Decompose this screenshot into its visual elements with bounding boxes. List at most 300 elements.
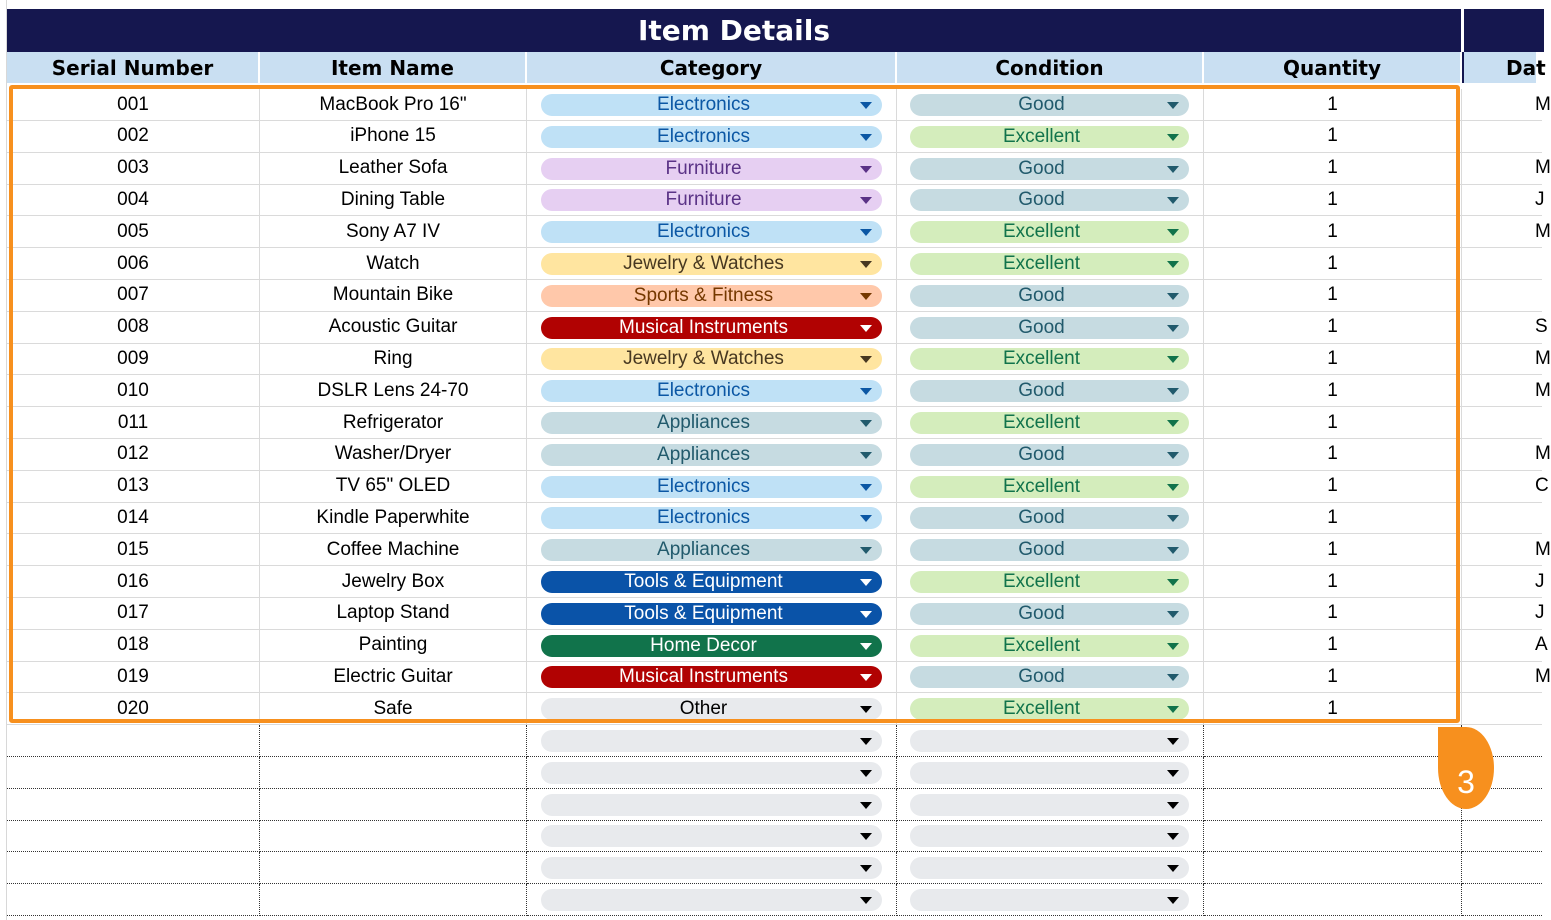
date-cell-partial[interactable]: M: [1462, 375, 1542, 407]
category-dropdown-label: Appliances: [657, 443, 750, 465]
quantity-cell[interactable]: 1: [1204, 534, 1462, 566]
dropdown-arrow-icon: [1167, 356, 1179, 363]
date-cell-partial[interactable]: [1462, 884, 1542, 916]
item-name-cell[interactable]: Laptop Stand: [260, 598, 527, 630]
table-row: [7, 566, 1545, 598]
section-title: Item Details: [7, 9, 1461, 52]
condition-dropdown-label: Good: [1018, 539, 1065, 561]
category-cell[interactable]: [527, 312, 897, 344]
dropdown-arrow-icon: [1167, 229, 1179, 236]
date-cell-partial[interactable]: [1462, 820, 1542, 852]
table-row: [7, 534, 1551, 566]
condition-dropdown-label: Excellent: [1002, 571, 1081, 592]
item-name-cell[interactable]: Painting: [260, 630, 527, 662]
date-cell-partial[interactable]: [1462, 407, 1542, 439]
date-cell-partial[interactable]: [1462, 280, 1542, 312]
item-name-cell[interactable]: Safe: [260, 693, 527, 725]
condition-dropdown[interactable]: [910, 857, 1189, 879]
dropdown-arrow-icon: [860, 865, 872, 872]
serial-cell[interactable]: 009: [7, 343, 260, 375]
condition-cell[interactable]: [897, 89, 1204, 121]
item-name-cell[interactable]: iPhone 15: [260, 121, 527, 153]
dropdown-arrow-icon: [1167, 738, 1179, 745]
item-name-cell[interactable]: [260, 820, 527, 852]
condition-cell[interactable]: [897, 184, 1204, 216]
category-cell[interactable]: [527, 502, 897, 534]
date-cell-partial[interactable]: S: [1462, 312, 1542, 344]
condition-cell[interactable]: [897, 693, 1204, 725]
category-cell[interactable]: [527, 375, 897, 407]
quantity-cell[interactable]: 1: [1204, 693, 1462, 725]
condition-dropdown[interactable]: [910, 412, 1189, 434]
condition-dropdown-label: Excellent: [1002, 125, 1081, 147]
category-cell[interactable]: [527, 789, 897, 821]
serial-cell[interactable]: 019: [7, 661, 260, 693]
condition-dropdown[interactable]: [910, 285, 1189, 307]
quantity-cell[interactable]: [1204, 884, 1462, 916]
date-cell-partial[interactable]: J: [1462, 566, 1542, 598]
category-dropdown[interactable]: [541, 603, 882, 625]
condition-dropdown[interactable]: [910, 507, 1189, 529]
category-dropdown[interactable]: [541, 253, 882, 275]
condition-dropdown[interactable]: [910, 666, 1189, 688]
category-dropdown-label: Electronics: [657, 94, 750, 115]
quantity-cell[interactable]: 1: [1204, 216, 1462, 248]
item-name-cell[interactable]: [260, 884, 527, 916]
table-row: [7, 598, 1545, 630]
dropdown-arrow-icon: [1167, 102, 1179, 109]
dropdown-arrow-icon: [860, 770, 872, 777]
dropdown-arrow-icon: [860, 802, 872, 809]
item-name-cell[interactable]: Mountain Bike: [260, 280, 527, 312]
condition-cell[interactable]: [897, 343, 1204, 375]
quantity-cell[interactable]: 1: [1204, 121, 1462, 153]
condition-cell[interactable]: [897, 884, 1204, 916]
category-dropdown-label: Electronics: [657, 475, 750, 497]
condition-cell[interactable]: [897, 598, 1204, 630]
condition-dropdown-label: Excellent: [1002, 348, 1081, 370]
empty-row: [7, 852, 1536, 884]
dropdown-arrow-icon: [1167, 802, 1179, 809]
category-dropdown[interactable]: [541, 444, 882, 466]
serial-cell[interactable]: 011: [7, 407, 260, 439]
condition-cell[interactable]: [897, 566, 1204, 598]
condition-dropdown[interactable]: [910, 444, 1189, 466]
condition-cell[interactable]: [897, 121, 1204, 153]
condition-dropdown[interactable]: [910, 571, 1189, 593]
dropdown-arrow-icon: [860, 325, 872, 332]
condition-dropdown-label: Good: [1018, 189, 1065, 211]
dropdown-arrow-icon: [860, 515, 872, 522]
condition-dropdown-label: Excellent: [1002, 475, 1081, 497]
quantity-cell[interactable]: 1: [1204, 312, 1462, 344]
row-gutter: [0, 0, 7, 920]
date-cell-partial[interactable]: M: [1462, 534, 1542, 566]
date-cell-partial[interactable]: M: [1462, 89, 1542, 121]
item-name-cell[interactable]: Leather Sofa: [260, 153, 527, 185]
condition-dropdown-label: Good: [1018, 443, 1065, 465]
category-dropdown-label: Electronics: [657, 125, 750, 147]
date-cell-partial[interactable]: C: [1462, 471, 1542, 503]
dropdown-arrow-icon: [1167, 833, 1179, 840]
dropdown-arrow-icon: [1167, 325, 1179, 332]
category-dropdown[interactable]: [541, 412, 882, 434]
table-row: [7, 280, 1536, 312]
serial-cell[interactable]: 013: [7, 471, 260, 503]
dropdown-arrow-icon: [1167, 388, 1179, 395]
quantity-cell[interactable]: 1: [1204, 566, 1462, 598]
condition-dropdown[interactable]: [910, 94, 1189, 116]
category-dropdown[interactable]: [541, 794, 882, 816]
quantity-cell[interactable]: 1: [1204, 248, 1462, 280]
condition-cell[interactable]: [897, 153, 1204, 185]
item-name-cell[interactable]: Washer/Dryer: [260, 439, 527, 471]
condition-dropdown[interactable]: [910, 698, 1189, 720]
dropdown-arrow-icon: [1167, 643, 1179, 650]
serial-cell[interactable]: 018: [7, 630, 260, 662]
serial-cell[interactable]: 003: [7, 153, 260, 185]
dropdown-arrow-icon: [860, 674, 872, 681]
table-row: [7, 89, 1551, 121]
serial-cell[interactable]: 002: [7, 121, 260, 153]
date-cell-partial[interactable]: M: [1462, 661, 1542, 693]
category-dropdown-label: Musical Instruments: [619, 316, 788, 338]
category-cell[interactable]: [527, 343, 897, 375]
quantity-cell[interactable]: 1: [1204, 89, 1462, 121]
serial-cell[interactable]: 001: [7, 89, 260, 121]
dropdown-arrow-icon: [1167, 484, 1179, 491]
table-row: [7, 407, 1536, 439]
table-row: [7, 502, 1536, 534]
serial-cell[interactable]: 020: [7, 693, 260, 725]
item-name-cell[interactable]: [260, 725, 527, 757]
condition-dropdown-label: Good: [1018, 380, 1065, 402]
condition-cell[interactable]: [897, 248, 1204, 280]
condition-dropdown-label: Excellent: [1002, 698, 1081, 720]
category-cell[interactable]: [527, 248, 897, 280]
serial-cell[interactable]: [7, 789, 260, 821]
serial-cell[interactable]: 010: [7, 375, 260, 407]
date-cell-partial[interactable]: [1462, 852, 1542, 884]
dropdown-arrow-icon: [1167, 611, 1179, 618]
category-cell[interactable]: [527, 630, 897, 662]
condition-cell[interactable]: [897, 439, 1204, 471]
date-cell-partial[interactable]: M: [1462, 343, 1542, 375]
condition-dropdown[interactable]: [910, 221, 1189, 243]
category-cell[interactable]: [527, 407, 897, 439]
condition-dropdown-label: Good: [1018, 284, 1065, 306]
category-dropdown[interactable]: [541, 380, 882, 402]
dropdown-arrow-icon: [1167, 293, 1179, 300]
empty-row: [7, 820, 1536, 852]
category-cell[interactable]: [527, 471, 897, 503]
condition-cell[interactable]: [897, 312, 1204, 344]
date-cell-partial[interactable]: [1462, 248, 1542, 280]
dropdown-arrow-icon: [1167, 420, 1179, 427]
category-dropdown[interactable]: [541, 507, 882, 529]
dropdown-arrow-icon: [860, 547, 872, 554]
category-cell[interactable]: [527, 121, 897, 153]
condition-cell[interactable]: [897, 280, 1204, 312]
serial-cell[interactable]: [7, 757, 260, 789]
category-cell[interactable]: [527, 757, 897, 789]
serial-cell[interactable]: 008: [7, 312, 260, 344]
dropdown-arrow-icon: [1167, 865, 1179, 872]
category-dropdown-label: Jewelry & Watches: [623, 348, 784, 370]
category-dropdown[interactable]: [541, 221, 882, 243]
dropdown-arrow-icon: [1167, 452, 1179, 459]
dropdown-arrow-icon: [1167, 706, 1179, 713]
item-name-cell[interactable]: Dining Table: [260, 184, 527, 216]
category-dropdown[interactable]: [541, 158, 882, 180]
category-dropdown[interactable]: [541, 476, 882, 498]
category-dropdown[interactable]: [541, 571, 882, 593]
header-quantity[interactable]: Quantity: [1204, 52, 1462, 83]
condition-cell[interactable]: [897, 852, 1204, 884]
category-dropdown-label: Tools & Equipment: [624, 571, 783, 592]
condition-cell[interactable]: [897, 630, 1204, 662]
dropdown-arrow-icon: [860, 738, 872, 745]
condition-dropdown[interactable]: [910, 380, 1189, 402]
category-dropdown[interactable]: [541, 317, 882, 339]
dropdown-arrow-icon: [1167, 261, 1179, 268]
date-cell-partial[interactable]: J: [1462, 184, 1542, 216]
category-dropdown-label: Furniture: [665, 157, 742, 179]
dropdown-arrow-icon: [1167, 515, 1179, 522]
category-dropdown-label: Other: [679, 698, 728, 720]
condition-cell[interactable]: [897, 820, 1204, 852]
dropdown-arrow-icon: [860, 579, 872, 586]
item-name-cell[interactable]: Watch: [260, 248, 527, 280]
quantity-cell[interactable]: [1204, 820, 1462, 852]
quantity-cell[interactable]: 1: [1204, 630, 1462, 662]
header-serial-number[interactable]: Serial Number: [7, 52, 260, 83]
serial-cell[interactable]: 007: [7, 280, 260, 312]
condition-cell[interactable]: [897, 216, 1204, 248]
serial-cell[interactable]: 006: [7, 248, 260, 280]
quantity-cell[interactable]: 1: [1204, 375, 1462, 407]
quantity-cell[interactable]: 1: [1204, 661, 1462, 693]
dropdown-arrow-icon: [860, 643, 872, 650]
header-category[interactable]: Category: [527, 52, 897, 83]
dropdown-arrow-icon: [860, 102, 872, 109]
condition-dropdown-label: Good: [1018, 666, 1065, 688]
dropdown-arrow-icon: [860, 134, 872, 141]
callout-badge: 3: [1438, 727, 1494, 809]
date-cell-partial[interactable]: A: [1462, 630, 1542, 662]
category-cell[interactable]: [527, 852, 897, 884]
table-row: [7, 375, 1551, 407]
item-name-cell[interactable]: TV 65" OLED: [260, 471, 527, 503]
dropdown-arrow-icon: [860, 420, 872, 427]
category-cell[interactable]: [527, 184, 897, 216]
condition-dropdown[interactable]: [910, 189, 1189, 211]
quantity-cell[interactable]: 1: [1204, 153, 1462, 185]
condition-cell[interactable]: [897, 725, 1204, 757]
category-dropdown[interactable]: [541, 635, 882, 657]
quantity-cell[interactable]: 1: [1204, 280, 1462, 312]
item-name-cell[interactable]: [260, 757, 527, 789]
condition-cell[interactable]: [897, 407, 1204, 439]
category-cell[interactable]: [527, 89, 897, 121]
date-cell-partial[interactable]: [1462, 502, 1542, 534]
condition-dropdown[interactable]: [910, 253, 1189, 275]
dropdown-arrow-icon: [860, 197, 872, 204]
item-name-cell[interactable]: Electric Guitar: [260, 661, 527, 693]
condition-dropdown[interactable]: [910, 126, 1189, 148]
date-cell-partial[interactable]: [1462, 121, 1542, 153]
table-row: [7, 343, 1551, 375]
category-dropdown-label: Tools & Equipment: [624, 602, 783, 624]
serial-cell[interactable]: 015: [7, 534, 260, 566]
category-dropdown[interactable]: [541, 889, 882, 911]
category-dropdown-label: Jewelry & Watches: [623, 253, 784, 274]
condition-dropdown[interactable]: [910, 317, 1189, 339]
condition-dropdown-label: Excellent: [1002, 634, 1081, 656]
condition-dropdown[interactable]: [910, 730, 1189, 752]
item-name-cell[interactable]: [260, 789, 527, 821]
item-name-cell[interactable]: Jewelry Box: [260, 566, 527, 598]
condition-cell[interactable]: [897, 375, 1204, 407]
condition-cell[interactable]: [897, 534, 1204, 566]
date-cell-partial[interactable]: M: [1462, 439, 1542, 471]
quantity-cell[interactable]: 1: [1204, 502, 1462, 534]
category-dropdown[interactable]: [541, 857, 882, 879]
table-row: [7, 630, 1548, 662]
dropdown-arrow-icon: [860, 356, 872, 363]
category-dropdown-label: Electronics: [657, 380, 750, 402]
serial-cell[interactable]: [7, 884, 260, 916]
quantity-cell[interactable]: 1: [1204, 184, 1462, 216]
category-dropdown[interactable]: [541, 539, 882, 561]
item-name-cell[interactable]: Ring: [260, 343, 527, 375]
category-cell[interactable]: [527, 439, 897, 471]
condition-dropdown[interactable]: [910, 762, 1189, 784]
header-date-partial[interactable]: Dat: [1462, 52, 1536, 83]
item-name-cell[interactable]: Coffee Machine: [260, 534, 527, 566]
dropdown-arrow-icon: [1167, 897, 1179, 904]
item-name-cell[interactable]: MacBook Pro 16": [260, 89, 527, 121]
dropdown-arrow-icon: [1167, 134, 1179, 141]
category-dropdown-label: Furniture: [665, 189, 742, 211]
condition-dropdown[interactable]: [910, 476, 1189, 498]
table-row: [7, 471, 1549, 503]
category-dropdown[interactable]: [541, 126, 882, 148]
serial-cell[interactable]: 012: [7, 439, 260, 471]
dropdown-arrow-icon: [1167, 166, 1179, 173]
condition-dropdown[interactable]: [910, 539, 1189, 561]
condition-dropdown[interactable]: [910, 794, 1189, 816]
quantity-cell[interactable]: 1: [1204, 439, 1462, 471]
category-dropdown[interactable]: [541, 94, 882, 116]
dropdown-arrow-icon: [860, 166, 872, 173]
condition-cell[interactable]: [897, 502, 1204, 534]
condition-dropdown[interactable]: [910, 603, 1189, 625]
category-dropdown[interactable]: [541, 698, 882, 720]
category-cell[interactable]: [527, 725, 897, 757]
date-cell-partial[interactable]: M: [1462, 153, 1542, 185]
condition-dropdown[interactable]: [910, 348, 1189, 370]
header-condition[interactable]: Condition: [897, 52, 1204, 83]
condition-cell[interactable]: [897, 471, 1204, 503]
category-cell[interactable]: [527, 598, 897, 630]
category-dropdown[interactable]: [541, 348, 882, 370]
quantity-cell[interactable]: [1204, 852, 1462, 884]
serial-cell[interactable]: 016: [7, 566, 260, 598]
category-dropdown[interactable]: [541, 189, 882, 211]
serial-cell[interactable]: 004: [7, 184, 260, 216]
quantity-cell[interactable]: [1204, 725, 1462, 757]
date-cell-partial[interactable]: J: [1462, 598, 1542, 630]
table-row: [7, 661, 1551, 693]
serial-cell[interactable]: 014: [7, 502, 260, 534]
category-cell[interactable]: [527, 884, 897, 916]
quantity-cell[interactable]: 1: [1204, 471, 1462, 503]
quantity-cell[interactable]: 1: [1204, 343, 1462, 375]
table-row: [7, 312, 1548, 344]
category-cell[interactable]: [527, 566, 897, 598]
table-row: [7, 439, 1551, 471]
category-cell[interactable]: [527, 216, 897, 248]
condition-dropdown[interactable]: [910, 635, 1189, 657]
dropdown-arrow-icon: [1167, 197, 1179, 204]
header-item-name[interactable]: Item Name: [260, 52, 527, 83]
category-dropdown[interactable]: [541, 666, 882, 688]
condition-cell[interactable]: [897, 757, 1204, 789]
serial-cell[interactable]: [7, 820, 260, 852]
condition-dropdown[interactable]: [910, 889, 1189, 911]
quantity-cell[interactable]: [1204, 789, 1462, 821]
category-cell[interactable]: [527, 534, 897, 566]
dropdown-arrow-icon: [1167, 579, 1179, 586]
category-dropdown[interactable]: [541, 285, 882, 307]
item-name-cell[interactable]: DSLR Lens 24-70: [260, 375, 527, 407]
serial-cell[interactable]: [7, 725, 260, 757]
category-cell[interactable]: [527, 820, 897, 852]
quantity-cell[interactable]: 1: [1204, 407, 1462, 439]
category-cell[interactable]: [527, 661, 897, 693]
category-dropdown[interactable]: [541, 825, 882, 847]
empty-row: [7, 757, 1536, 789]
item-name-cell[interactable]: Acoustic Guitar: [260, 312, 527, 344]
category-cell[interactable]: [527, 280, 897, 312]
category-dropdown[interactable]: [541, 762, 882, 784]
item-name-cell[interactable]: Kindle Paperwhite: [260, 502, 527, 534]
item-name-cell[interactable]: Refrigerator: [260, 407, 527, 439]
serial-cell[interactable]: 017: [7, 598, 260, 630]
empty-row: [7, 884, 1536, 916]
category-dropdown[interactable]: [541, 730, 882, 752]
condition-cell[interactable]: [897, 789, 1204, 821]
item-name-cell[interactable]: Sony A7 IV: [260, 216, 527, 248]
category-cell[interactable]: [527, 153, 897, 185]
condition-dropdown[interactable]: [910, 158, 1189, 180]
dropdown-arrow-icon: [1167, 770, 1179, 777]
condition-cell[interactable]: [897, 661, 1204, 693]
serial-cell[interactable]: [7, 852, 260, 884]
dropdown-arrow-icon: [1167, 547, 1179, 554]
date-cell-partial[interactable]: M: [1462, 216, 1542, 248]
quantity-cell[interactable]: 1: [1204, 598, 1462, 630]
condition-dropdown[interactable]: [910, 825, 1189, 847]
date-cell-partial[interactable]: [1462, 693, 1542, 725]
serial-cell[interactable]: 005: [7, 216, 260, 248]
category-cell[interactable]: [527, 693, 897, 725]
item-name-cell[interactable]: [260, 852, 527, 884]
dropdown-arrow-icon: [860, 229, 872, 236]
quantity-cell[interactable]: [1204, 757, 1462, 789]
category-dropdown-label: Electronics: [657, 221, 750, 243]
